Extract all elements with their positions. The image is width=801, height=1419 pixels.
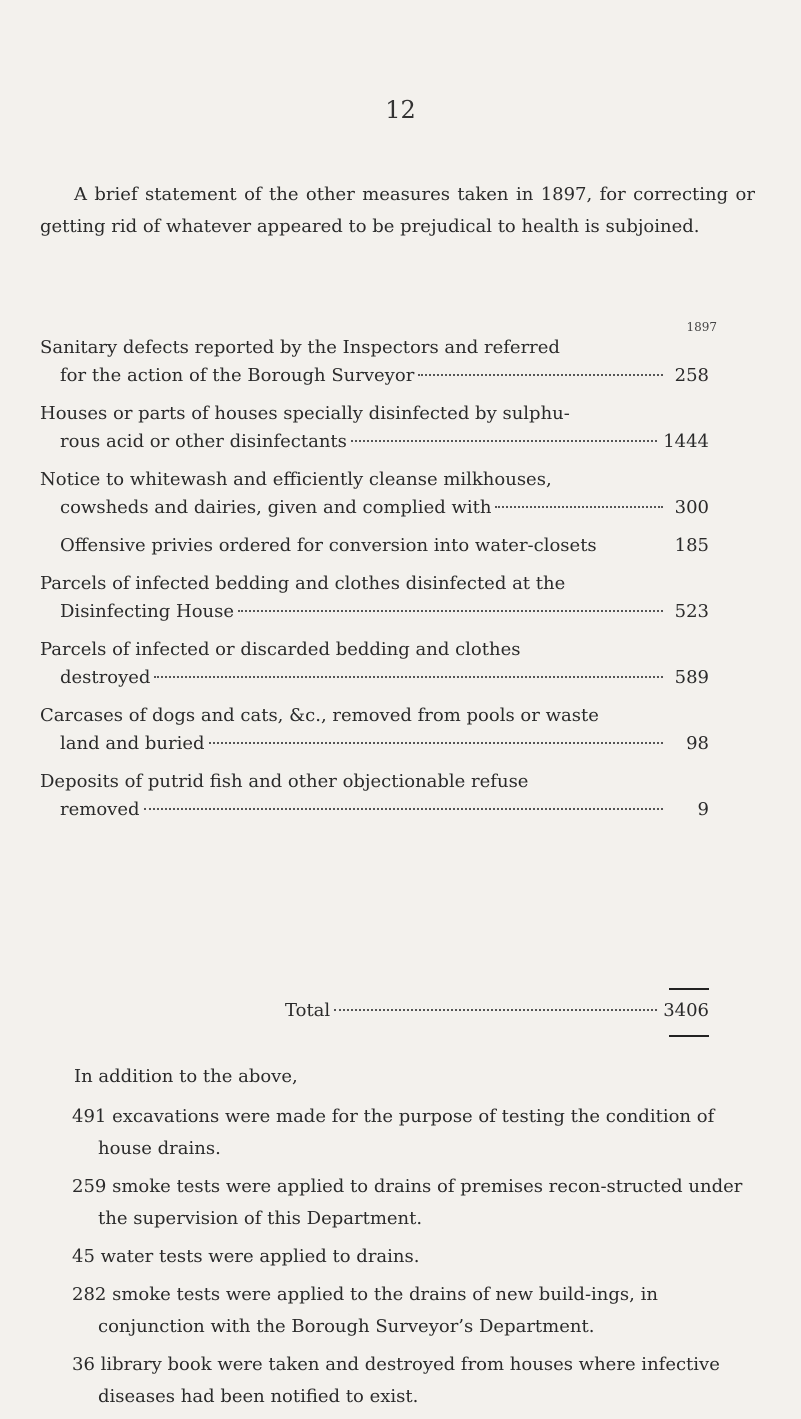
addition-item: 36 library book were taken and destroyed from houses where infective diseases had been notified to exist. [72,1354,720,1407]
measure-text: cowsheds and dairies, given and complied with [60,497,492,518]
measure-text: Sanitary defects reported by the Inspectors and referred [40,337,560,358]
dot-leader [351,440,657,442]
dot-leader [144,808,663,810]
measure-value: 589 [674,667,709,688]
measure-value: 98 [686,733,709,754]
measure-text: rous acid or other disinfectants [60,431,347,452]
measure-value: 185 [674,535,709,556]
dot-leader [154,676,663,678]
dot-leader [495,506,663,508]
measure-value: 1444 [663,431,709,452]
measure-text: for the action of the Borough Surveyor [60,365,415,386]
additions-lead: In addition to the above, [74,1066,298,1087]
year-column-heading: 1897 [686,320,717,334]
addition-item: 491 excavations were made for the purpose of testing the condition of house drains. [72,1106,715,1159]
dot-leader [209,742,663,744]
measure-value: 9 [697,799,709,820]
page-number: 12 [385,96,416,124]
measure-item [40,400,709,456]
measure-item [40,334,709,390]
measure-text: Parcels of infected or discarded bedding and clothes [40,639,521,660]
intro-paragraph: A brief statement of the other measures taken in 1897, for correcting or getting rid of whatever appeared to be prejudical to health is subjoined. [40,184,755,237]
sum-rule-top [669,988,709,990]
measure-text: Disinfecting House [60,601,235,622]
dot-leader [238,610,663,612]
measure-text: Offensive privies ordered for conversion into water-closets [60,535,597,556]
addition-item: 259 smoke tests were applied to drains of premises recon-structed under the supervision of this Department. [72,1176,743,1229]
measure-text: destroyed [60,667,151,688]
total-label: Total [285,1000,331,1021]
dot-leader [334,1009,657,1011]
measure-item [40,532,709,560]
measure-text: land and buried [60,733,205,754]
measure-item [40,466,709,522]
measure-item [40,702,709,758]
measure-text: removed [60,799,140,820]
sum-rule-bottom [669,1035,709,1037]
measure-text: Houses or parts of houses specially disinfected by sulphu- [40,403,570,424]
addition-item: 45 water tests were applied to drains. [72,1246,420,1267]
measures-list [40,334,709,834]
measure-text: Deposits of putrid fish and other objectionable refuse [40,771,529,792]
addition-item: 282 smoke tests were applied to the drains of new build-ings, in conjunction with the Borough Surveyor’s Department. [72,1284,658,1337]
measure-item [40,570,709,626]
measure-item [40,636,709,692]
total-value: 3406 [663,1000,709,1021]
measure-value: 523 [674,601,709,622]
measure-text: Carcases of dogs and cats, &c., removed from pools or waste [40,705,599,726]
dot-leader [418,374,663,376]
total-row [40,996,709,1026]
measure-item [40,768,709,824]
measure-value: 300 [674,497,709,518]
measure-text: Notice to whitewash and efficiently cleanse milkhouses, [40,469,552,490]
additions-section [40,1061,755,1419]
measure-value: 258 [674,365,709,386]
measure-text: Parcels of infected bedding and clothes disinfected at the [40,573,566,594]
